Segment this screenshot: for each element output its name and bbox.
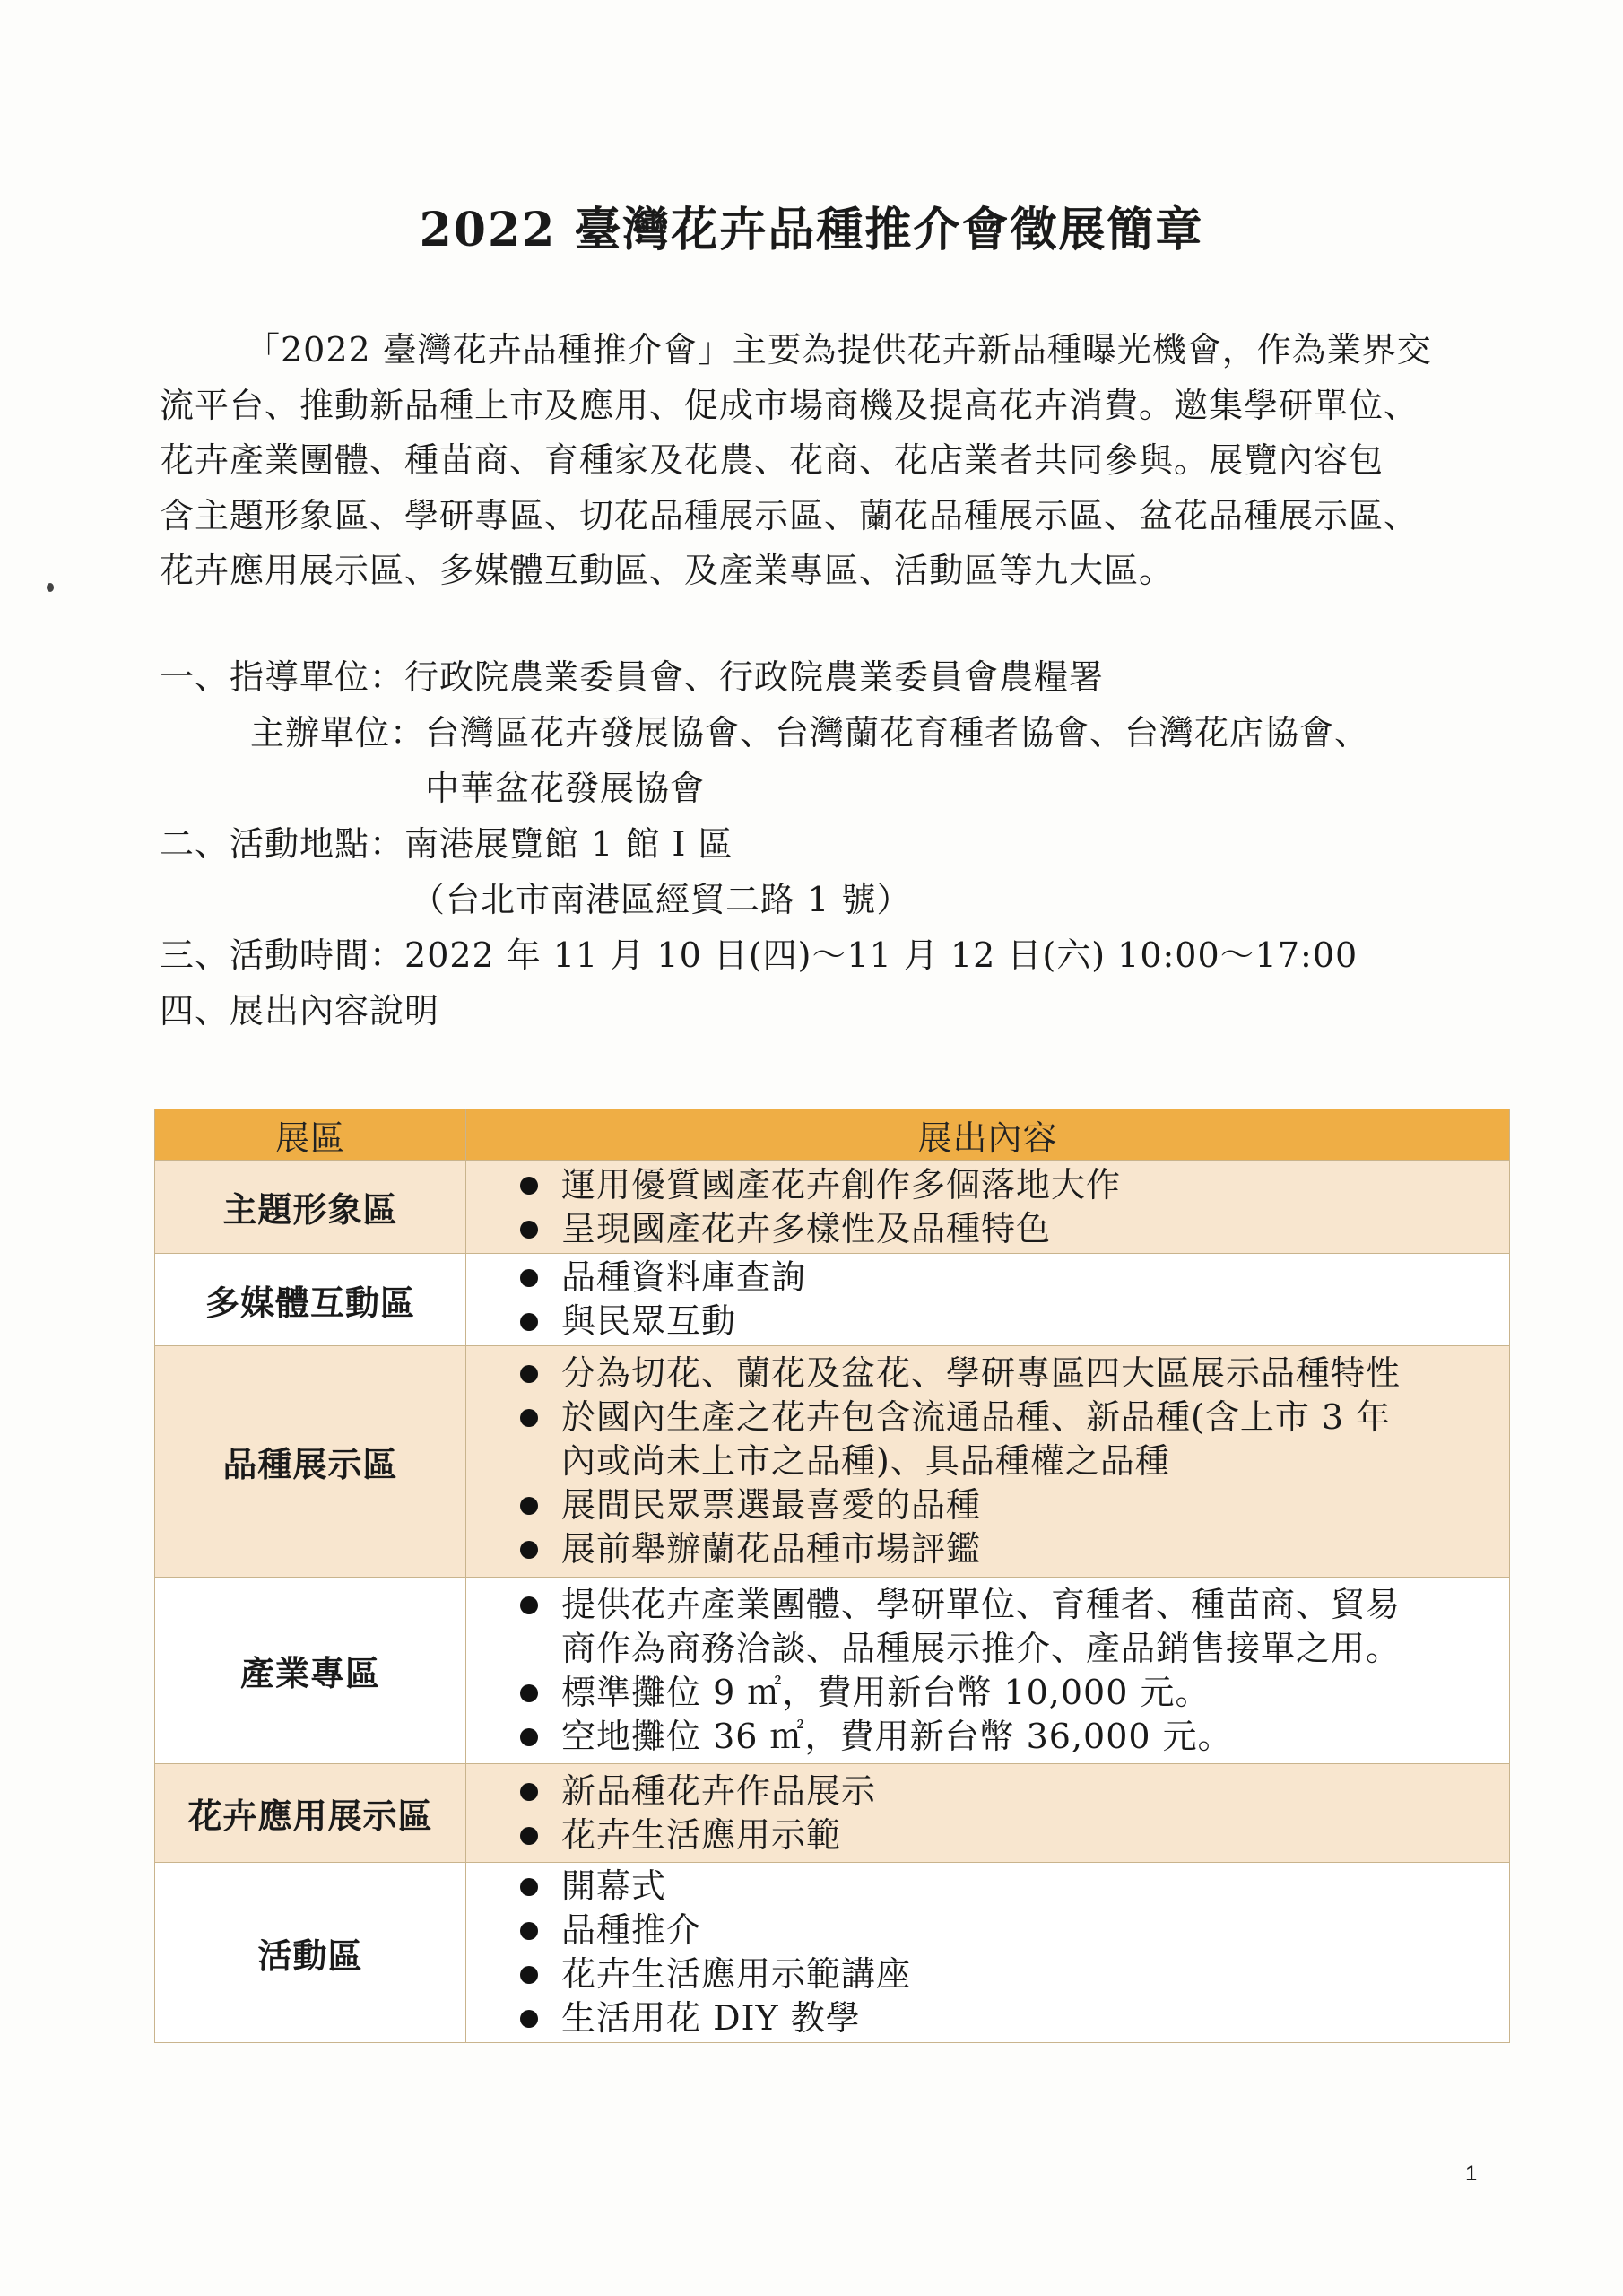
table-row xyxy=(155,1254,1510,1346)
info-value: （台北市南港區經貿二路 1 號） xyxy=(411,880,912,919)
intro-line: 花卉應用展示區、多媒體互動區、及產業專區、活動區等九大區。 xyxy=(160,551,1175,590)
table-header: 展出內容 xyxy=(466,1109,1510,1161)
info-label: 一、指導單位： xyxy=(160,657,405,697)
info-label: 主辦單位： xyxy=(249,713,425,752)
intro-line: 花卉產業團體、種苗商、育種家及花農、花商、花店業者共同參與。展覽內容包 xyxy=(160,440,1384,480)
intro-line: 含主題形象區、學研專區、切花品種展示區、蘭花品種展示區、盆花品種展示區、 xyxy=(160,495,1419,535)
table-row xyxy=(155,1161,1510,1254)
info-label: 二、活動地點： xyxy=(160,824,405,864)
intro-line: 「2022 臺灣花卉品種推介會」主要為提供花卉新品種曝光機會，作為業界交 xyxy=(246,330,1432,370)
intro-line: 流平台、推動新品種上市及應用、促成市場商機及提高花卉消費。邀集學研單位、 xyxy=(160,385,1419,425)
list-item: 開幕式 xyxy=(520,1865,1509,1909)
zone-name: 花卉應用展示區 xyxy=(155,1764,466,1863)
info-guide xyxy=(160,649,1104,705)
intro-paragraph xyxy=(160,323,1496,599)
list-item: 空地攤位 36 ㎡，費用新台幣 36,000 元。 xyxy=(520,1715,1509,1759)
page-number: 1 xyxy=(1465,2161,1478,2186)
list-item: 分為切花、蘭花及盆花、學研專區四大區展示品種特性 xyxy=(520,1352,1509,1396)
list-item-continuation: 商作為商務洽談、品種展示推介、產品銷售接單之用。 xyxy=(561,1628,1402,1668)
info-host xyxy=(160,705,1369,761)
info-label: 四、展出內容說明 xyxy=(160,991,440,1031)
table-header-row xyxy=(155,1109,1510,1161)
page-title: 2022 臺灣花卉品種推介會徵展簡章 xyxy=(419,203,1204,257)
info-value: 行政院農業委員會、行政院農業委員會農糧署 xyxy=(404,657,1105,697)
zone-name: 品種展示區 xyxy=(155,1346,466,1578)
info-value: 2022 年 11 月 10 日(四)～11 月 12 日(六) 10:00～17:00 xyxy=(404,935,1358,975)
list-item: 標準攤位 9 ㎡，費用新台幣 10,000 元。 xyxy=(520,1671,1509,1715)
info-value: 中華盆花發展協會 xyxy=(425,769,706,808)
list-item: 品種推介 xyxy=(520,1909,1509,1952)
list-item: 生活用花 DIY 教學 xyxy=(520,1996,1509,2040)
list-item: 呈現國產花卉多樣性及品種特色 xyxy=(520,1207,1509,1251)
list-item: 提供花卉產業團體、學研單位、育種者、種苗商、貿易 xyxy=(520,1583,1509,1627)
list-item: 於國內生產之花卉包含流通品種、新品種(含上市 3 年 xyxy=(520,1396,1509,1439)
list-item: 品種資料庫查詢 xyxy=(520,1256,1509,1300)
scan-mark xyxy=(47,583,54,592)
table-row xyxy=(155,1578,1510,1764)
exhibition-table xyxy=(154,1109,1510,2043)
zone-name: 產業專區 xyxy=(155,1578,466,1764)
zone-name: 多媒體互動區 xyxy=(155,1254,466,1346)
info-content xyxy=(160,983,439,1039)
table-row xyxy=(155,1346,1510,1578)
info-value: 南港展覽館 1 館 I 區 xyxy=(404,824,733,864)
info-host-cont xyxy=(160,761,705,816)
list-item: 新品種花卉作品展示 xyxy=(520,1770,1509,1813)
info-value: 台灣區花卉發展協會、台灣蘭花育種者協會、台灣花店協會、 xyxy=(425,713,1370,752)
list-item: 展前舉辦蘭花品種市場評鑑 xyxy=(520,1527,1509,1571)
table-row xyxy=(155,1764,1510,1863)
list-item: 與民眾互動 xyxy=(520,1300,1509,1344)
table-header: 展區 xyxy=(155,1109,466,1161)
list-item: 花卉生活應用示範 xyxy=(520,1813,1509,1857)
list-item: 花卉生活應用示範講座 xyxy=(520,1952,1509,1996)
info-label: 三、活動時間： xyxy=(160,935,405,975)
table-row xyxy=(155,1863,1510,2043)
info-venue-address xyxy=(160,872,911,927)
list-item: 展間民眾票選最喜愛的品種 xyxy=(520,1483,1509,1527)
info-time xyxy=(160,927,1358,983)
list-item: 運用優質國產花卉創作多個落地大作 xyxy=(520,1163,1509,1207)
zone-name: 活動區 xyxy=(155,1863,466,2043)
zone-name: 主題形象區 xyxy=(155,1161,466,1254)
list-item-continuation: 內或尚未上市之品種)、具品種權之品種 xyxy=(561,1441,1170,1481)
info-venue xyxy=(160,816,733,872)
